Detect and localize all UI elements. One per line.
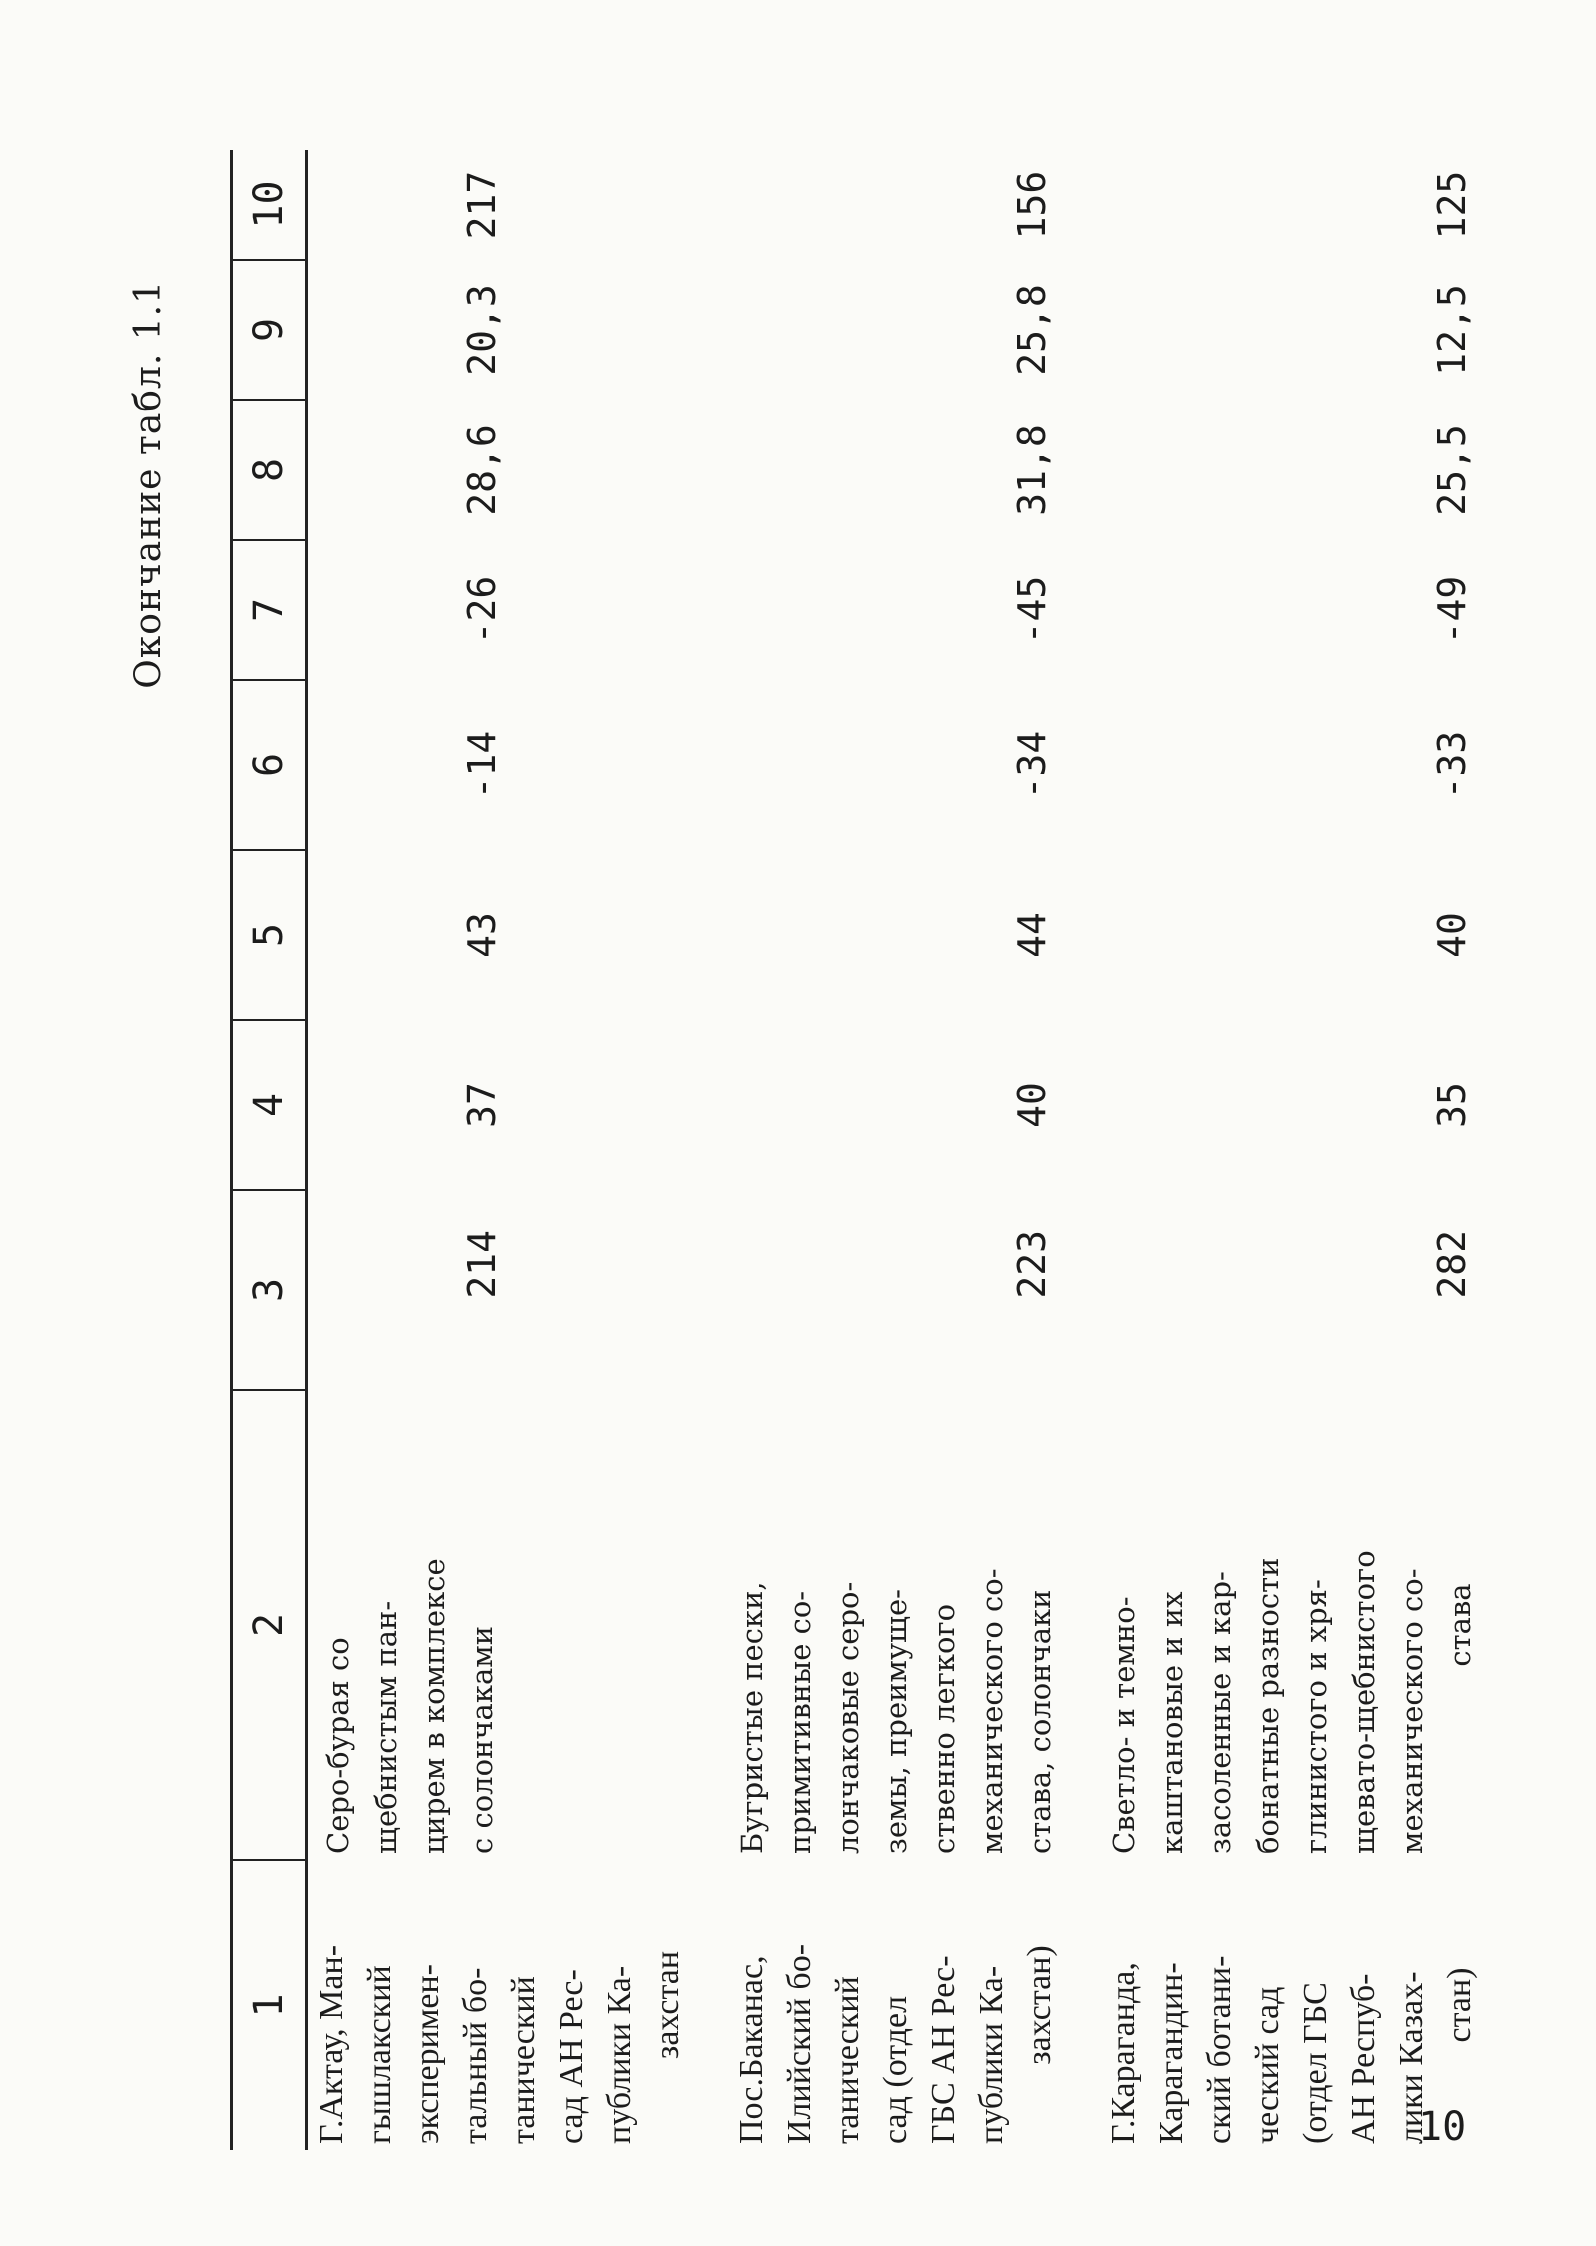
value-cell: 25,8 bbox=[1010, 284, 1054, 376]
location-line: публики Ка- bbox=[601, 1965, 638, 2144]
soil-line: бонатные разности bbox=[1251, 1557, 1285, 1854]
soil-line: ственно легкого bbox=[927, 1603, 961, 1854]
value-cell: 25,5 bbox=[1430, 424, 1474, 516]
value-cell: -14 bbox=[460, 730, 504, 800]
rotated-page-content bbox=[80, 150, 1478, 2150]
value-cell: 12,5 bbox=[1430, 284, 1474, 376]
value-cell: -26 bbox=[460, 575, 504, 645]
location-line: ский ботани- bbox=[1201, 1955, 1238, 2144]
value-cell: 223 bbox=[1010, 1230, 1054, 1299]
value-cell: 282 bbox=[1430, 1230, 1474, 1299]
location-line: захстан bbox=[649, 1950, 686, 2060]
value-cell: 44 bbox=[1010, 912, 1054, 958]
location-line: тальный бо- bbox=[457, 1967, 494, 2144]
location-line: АН Респуб- bbox=[1345, 1973, 1382, 2144]
column-header: 10 bbox=[232, 150, 307, 260]
location-line: захстан) bbox=[1021, 1945, 1058, 2065]
value-cell: -33 bbox=[1430, 730, 1474, 800]
soil-line: цирем в комплексе bbox=[417, 1558, 451, 1854]
soil-line: каштановые и их bbox=[1155, 1591, 1189, 1854]
column-header: 4 bbox=[232, 1020, 307, 1190]
value-cell: -34 bbox=[1010, 730, 1054, 800]
location-line: эксперимен- bbox=[409, 1964, 446, 2144]
soil-line: става, солончаки bbox=[1023, 1589, 1057, 1854]
soil-line: земы, преимуще- bbox=[879, 1589, 913, 1854]
value-cell: 20,3 bbox=[460, 284, 504, 376]
column-header: 6 bbox=[232, 680, 307, 850]
location-line: Г.Актау, Ман- bbox=[313, 1944, 350, 2144]
soil-line: засоленные и кар- bbox=[1203, 1571, 1237, 1854]
soil-line: механического со- bbox=[975, 1568, 1009, 1854]
table-caption: Окончание табл. 1.1 bbox=[128, 280, 169, 689]
location-line: сад (отдел bbox=[877, 1995, 914, 2144]
column-header: 8 bbox=[232, 400, 307, 540]
value-cell: 125 bbox=[1430, 170, 1474, 240]
value-cell: 40 bbox=[1430, 912, 1474, 958]
location-line: гышлакский bbox=[361, 1965, 398, 2144]
soil-line: глинистого и хря- bbox=[1299, 1579, 1333, 1854]
location-line: стан) bbox=[1441, 1967, 1478, 2043]
column-header: 5 bbox=[232, 850, 307, 1020]
location-cell bbox=[728, 1860, 1100, 2150]
soil-cell bbox=[728, 1390, 1100, 1860]
location-line: лики Казах- bbox=[1393, 1971, 1430, 2144]
value-cell: 31,8 bbox=[1010, 424, 1054, 516]
value-cell: 214 bbox=[460, 1230, 504, 1299]
value-cell: 40 bbox=[1010, 1082, 1054, 1128]
data-table bbox=[230, 150, 1520, 2150]
soil-line: щебнистым пан- bbox=[369, 1600, 403, 1854]
table-row bbox=[1100, 150, 1520, 2150]
value-cell: -49 bbox=[1430, 575, 1474, 645]
column-header: 9 bbox=[232, 260, 307, 400]
soil-line: щевато-щебнистого bbox=[1347, 1550, 1381, 1854]
soil-cell bbox=[307, 1390, 729, 1860]
soil-line: лончаковые серо- bbox=[831, 1581, 865, 1854]
value-cell: 28,6 bbox=[460, 424, 504, 516]
column-header: 3 bbox=[232, 1190, 307, 1390]
location-line: ГБС АН Рес- bbox=[925, 1955, 962, 2144]
location-line: (отдел ГБС bbox=[1297, 1982, 1334, 2144]
location-line: Карагандин- bbox=[1153, 1962, 1190, 2144]
soil-line: механического со- bbox=[1395, 1568, 1429, 1854]
location-cell bbox=[307, 1860, 729, 2150]
location-line: публики Ка- bbox=[973, 1965, 1010, 2144]
soil-line: примитивные со- bbox=[783, 1590, 817, 1854]
column-header: 2 bbox=[232, 1390, 307, 1860]
location-line: ческий сад bbox=[1249, 1986, 1286, 2144]
location-line: Илийский бо- bbox=[781, 1943, 818, 2144]
location-line: танический bbox=[829, 1976, 866, 2144]
location-line: Г.Караганда, bbox=[1105, 1962, 1142, 2144]
value-cell: 37 bbox=[460, 1082, 504, 1128]
table-row bbox=[307, 150, 729, 2150]
page-number: 10 bbox=[1418, 2104, 1467, 2150]
value-cell: 43 bbox=[460, 912, 504, 958]
column-header: 7 bbox=[232, 540, 307, 680]
soil-line: става bbox=[1443, 1583, 1477, 1667]
value-cell: 217 bbox=[460, 170, 504, 240]
location-line: сад АН Рес- bbox=[553, 1969, 590, 2144]
soil-line: Серо-бурая со bbox=[321, 1637, 355, 1854]
soil-line: Бугристые пески, bbox=[735, 1581, 769, 1854]
location-line: танический bbox=[505, 1976, 542, 2144]
soil-cell bbox=[1100, 1390, 1520, 1860]
value-cell: 35 bbox=[1430, 1082, 1474, 1128]
header-row bbox=[232, 150, 307, 2150]
soil-line: Светло- и темно- bbox=[1107, 1596, 1141, 1854]
table-row bbox=[728, 150, 1100, 2150]
column-header: 1 bbox=[232, 1860, 307, 2150]
value-cell: 156 bbox=[1010, 170, 1054, 240]
location-line: Пос.Баканас, bbox=[733, 1955, 770, 2144]
soil-line: с солончаками bbox=[465, 1625, 499, 1854]
value-cell: -45 bbox=[1010, 575, 1054, 645]
